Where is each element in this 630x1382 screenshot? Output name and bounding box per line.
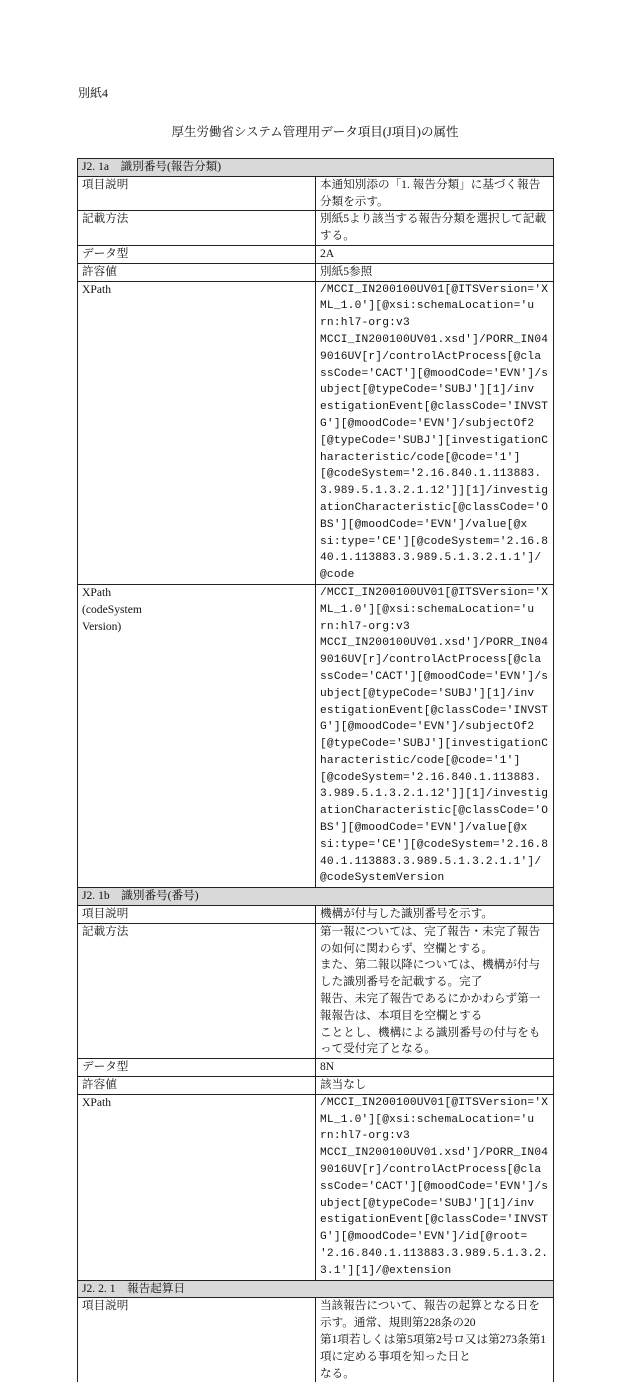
- row-value: 該当なし: [316, 1077, 554, 1095]
- row-label: データ型: [78, 245, 316, 263]
- row-label: 項目説明: [78, 176, 316, 211]
- row-value: /MCCI_IN200100UV01[@ITSVersion='XML_1.0'][@xsi:schemaLocation='u rn:hl7-org:v3 MCCI_IN200100UV01.xsd']/PORR_IN049016UV[r]/controlActProcess[@cla ssCode='CACT'][@moodCode='EVN']/subject[@typeCode='SUBJ'][1]/inv estigationEvent[@classCode='INVSTG'][@moodCode='EVN']/subjectOf2 [@typeCode='SUBJ'][investigationCharacteristic/code[@code='1'] [@codeSystem='2.16.840.1.113883.3.989.5.1.3.2.1.12']][1]/investig ationCharacteristic[@classCode='OBS'][@moodCode='EVN']/value[@x si:type='CE'][@codeSystem='2.16.840.1.113883.3.989.5.1.3.2.1.1']/ @code: [316, 281, 554, 584]
- row-value: /MCCI_IN200100UV01[@ITSVersion='XML_1.0'][@xsi:schemaLocation='u rn:hl7-org:v3 MCCI_IN200100UV01.xsd']/PORR_IN049016UV[r]/controlActProcess[@cla ssCode='CACT'][@moodCode='EVN']/subject[@typeCode='SUBJ'][1]/inv estigationEvent[@classCode='INVSTG'][@moodCode='EVN']/id[@root= '2.16.840.1.113883.3.989.5.1.3.2.3.1'][1]/@extension: [316, 1094, 554, 1280]
- table-row: [78, 245, 554, 263]
- table-row: [78, 263, 554, 281]
- section-header-row: [78, 888, 554, 906]
- row-label: XPath: [78, 281, 316, 584]
- table-row: [78, 923, 554, 1058]
- row-value: 第一報については、完了報告・未完了報告の如何に関わらず、空欄とする。 また、第二報以降については、機構が付与した識別番号を記載する。完了 報告、未完了報告であるにかかわらず第一報報告は、本項目を空欄とする こととし、機構による識別番号の付与をもって受付完了となる。: [316, 923, 554, 1058]
- row-value: 別紙5より該当する報告分類を選択して記載する。: [316, 211, 554, 246]
- section-header: J2. 2. 1 報告起算日: [78, 1280, 554, 1298]
- row-label: XPath: [78, 1094, 316, 1280]
- row-label: 許容値: [78, 263, 316, 281]
- row-label: 項目説明: [78, 906, 316, 924]
- section-header: J2. 1a 識別番号(報告分類): [78, 159, 554, 177]
- row-value: 機構が付与した識別番号を示す。: [316, 906, 554, 924]
- section-header-row: [78, 1280, 554, 1298]
- attribute-table: [77, 158, 554, 1382]
- row-value: 別紙5参照: [316, 263, 554, 281]
- row-value: 8N: [316, 1059, 554, 1077]
- row-label: 許容値: [78, 1077, 316, 1095]
- row-label: 項目説明: [78, 1298, 316, 1382]
- annex-label: 別紙4: [78, 86, 109, 100]
- row-value: 本通知別添の「1. 報告分類」に基づく報告分類を示す。: [316, 176, 554, 211]
- row-label: 記載方法: [78, 923, 316, 1058]
- row-value: 2A: [316, 245, 554, 263]
- table-row: [78, 281, 554, 584]
- section-header: J2. 1b 識別番号(番号): [78, 888, 554, 906]
- table-row: [78, 1094, 554, 1280]
- table-row: [78, 176, 554, 211]
- page-title: 厚生労働省システム管理用データ項目(J項目)の属性: [171, 125, 459, 139]
- table-row: [78, 1077, 554, 1095]
- row-value: 当該報告について、報告の起算となる日を示す。通常、規則第228条の20 第1項若しくは第5項第2号ロ又は第273条第1項に定める事項を知った日と なる。: [316, 1298, 554, 1382]
- row-label: データ型: [78, 1059, 316, 1077]
- table-row: [78, 584, 554, 887]
- table-row: [78, 906, 554, 924]
- section-header-row: [78, 159, 554, 177]
- table-row: [78, 211, 554, 246]
- row-label: 記載方法: [78, 211, 316, 246]
- table-row: [78, 1298, 554, 1382]
- row-label: XPath (codeSystem Version): [78, 584, 316, 887]
- row-value: /MCCI_IN200100UV01[@ITSVersion='XML_1.0'][@xsi:schemaLocation='u rn:hl7-org:v3 MCCI_IN200100UV01.xsd']/PORR_IN049016UV[r]/controlActProcess[@cla ssCode='CACT'][@moodCode='EVN']/subject[@typeCode='SUBJ'][1]/inv estigationEvent[@classCode='INVSTG'][@moodCode='EVN']/subjectOf2 [@typeCode='SUBJ'][investigationCharacteristic/code[@code='1'] [@codeSystem='2.16.840.1.113883.3.989.5.1.3.2.1.12']][1]/investig ationCharacteristic[@classCode='OBS'][@moodCode='EVN']/value[@x si:type='CE'][@codeSystem='2.16.840.1.113883.3.989.5.1.3.2.1.1']/ @codeSystemVersion: [316, 584, 554, 887]
- table-row: [78, 1059, 554, 1077]
